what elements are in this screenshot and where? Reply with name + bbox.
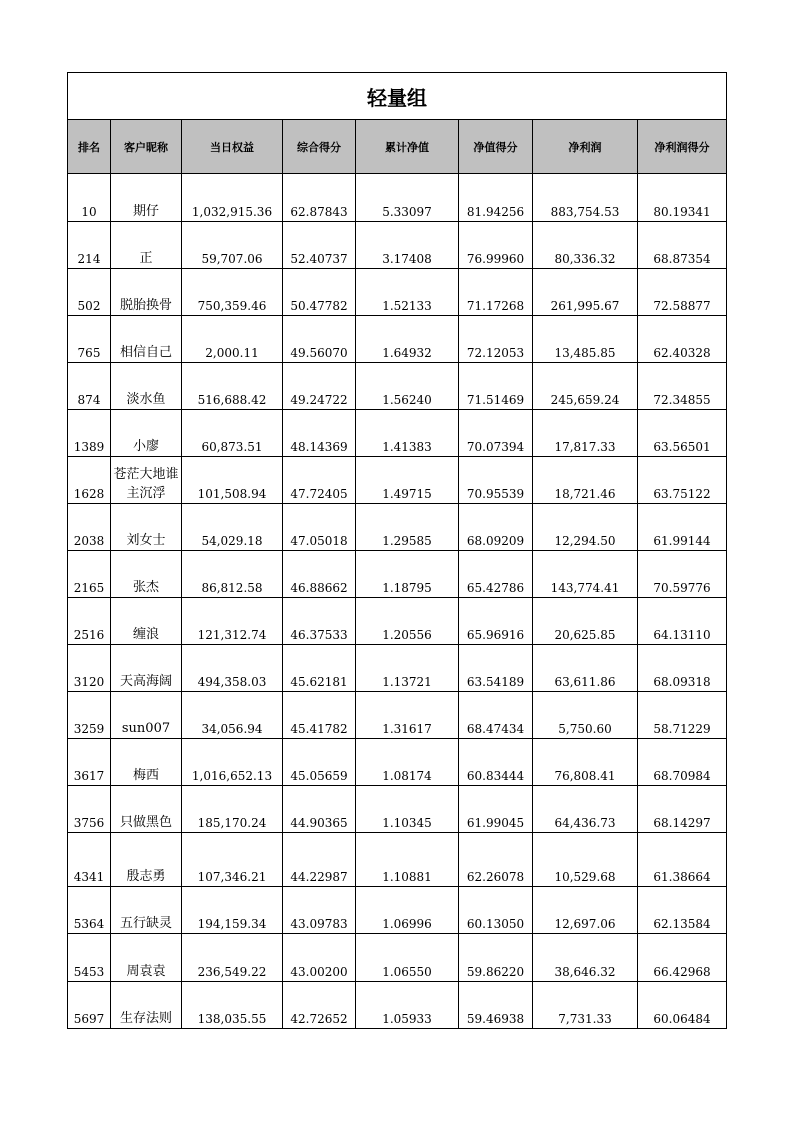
cell-nav-score: 71.17268 [459, 269, 533, 316]
cell-profit-score: 63.56501 [638, 410, 727, 457]
cell-nav-score: 63.54189 [459, 645, 533, 692]
cell-profit-score: 70.59776 [638, 551, 727, 598]
cell-profit-score: 68.87354 [638, 222, 727, 269]
cell-nickname: 梅西 [111, 739, 182, 786]
cell-net-profit: 63,611.86 [533, 645, 638, 692]
table-row [68, 504, 727, 551]
cell-equity: 86,812.58 [182, 551, 283, 598]
ranking-table [67, 72, 727, 1029]
cell-profit-score: 72.58877 [638, 269, 727, 316]
cell-profit-score: 61.38664 [638, 833, 727, 887]
cell-nav-score: 72.12053 [459, 316, 533, 363]
cell-nav-score: 60.13050 [459, 887, 533, 934]
cell-nickname: 天高海阔 [111, 645, 182, 692]
header-profit-score: 净利润得分 [638, 120, 727, 174]
header-cumulative-nav: 累计净值 [356, 120, 459, 174]
cell-total-score: 45.05659 [283, 739, 356, 786]
cell-total-score: 42.72652 [283, 982, 356, 1029]
cell-cumulative-nav: 1.31617 [356, 692, 459, 739]
cell-nav-score: 68.09209 [459, 504, 533, 551]
cell-equity: 516,688.42 [182, 363, 283, 410]
header-equity: 当日权益 [182, 120, 283, 174]
cell-net-profit: 883,754.53 [533, 174, 638, 222]
header-rank: 排名 [68, 120, 111, 174]
cell-net-profit: 17,817.33 [533, 410, 638, 457]
cell-total-score: 43.09783 [283, 887, 356, 934]
cell-equity: 34,056.94 [182, 692, 283, 739]
table-row [68, 692, 727, 739]
cell-total-score: 48.14369 [283, 410, 356, 457]
cell-profit-score: 60.06484 [638, 982, 727, 1029]
cell-total-score: 62.87843 [283, 174, 356, 222]
cell-profit-score: 68.09318 [638, 645, 727, 692]
table-row [68, 410, 727, 457]
cell-rank: 1628 [68, 457, 111, 504]
cell-net-profit: 12,697.06 [533, 887, 638, 934]
header-total-score: 综合得分 [283, 120, 356, 174]
cell-nickname: 苍茫大地谁主沉浮 [111, 457, 182, 504]
cell-total-score: 46.37533 [283, 598, 356, 645]
cell-equity: 59,707.06 [182, 222, 283, 269]
cell-net-profit: 5,750.60 [533, 692, 638, 739]
cell-rank: 2038 [68, 504, 111, 551]
cell-cumulative-nav: 1.18795 [356, 551, 459, 598]
table-row [68, 174, 727, 222]
cell-net-profit: 143,774.41 [533, 551, 638, 598]
cell-nickname: 只做黑色 [111, 786, 182, 833]
cell-cumulative-nav: 1.52133 [356, 269, 459, 316]
cell-rank: 1389 [68, 410, 111, 457]
cell-cumulative-nav: 1.29585 [356, 504, 459, 551]
table-title: 轻量组 [68, 73, 727, 120]
cell-total-score: 52.40737 [283, 222, 356, 269]
table-body [68, 174, 727, 1029]
cell-equity: 236,549.22 [182, 934, 283, 982]
cell-nav-score: 70.07394 [459, 410, 533, 457]
cell-total-score: 49.56070 [283, 316, 356, 363]
cell-net-profit: 38,646.32 [533, 934, 638, 982]
cell-rank: 10 [68, 174, 111, 222]
cell-nickname: 脱胎换骨 [111, 269, 182, 316]
cell-cumulative-nav: 1.64932 [356, 316, 459, 363]
cell-equity: 2,000.11 [182, 316, 283, 363]
cell-net-profit: 261,995.67 [533, 269, 638, 316]
header-nav-score: 净值得分 [459, 120, 533, 174]
cell-nickname: 淡水鱼 [111, 363, 182, 410]
cell-rank: 5697 [68, 982, 111, 1029]
cell-profit-score: 64.13110 [638, 598, 727, 645]
cell-rank: 214 [68, 222, 111, 269]
table-row [68, 222, 727, 269]
cell-nav-score: 71.51469 [459, 363, 533, 410]
cell-cumulative-nav: 1.06550 [356, 934, 459, 982]
cell-total-score: 44.90365 [283, 786, 356, 833]
cell-net-profit: 13,485.85 [533, 316, 638, 363]
cell-nickname: 周袁袁 [111, 934, 182, 982]
table-row [68, 457, 727, 504]
cell-profit-score: 63.75122 [638, 457, 727, 504]
cell-rank: 765 [68, 316, 111, 363]
table-row [68, 316, 727, 363]
cell-total-score: 44.22987 [283, 833, 356, 887]
cell-nav-score: 65.96916 [459, 598, 533, 645]
cell-equity: 1,032,915.36 [182, 174, 283, 222]
cell-profit-score: 58.71229 [638, 692, 727, 739]
cell-cumulative-nav: 3.17408 [356, 222, 459, 269]
cell-nickname: 缠浪 [111, 598, 182, 645]
cell-nickname: 小廖 [111, 410, 182, 457]
cell-rank: 5364 [68, 887, 111, 934]
cell-profit-score: 62.13584 [638, 887, 727, 934]
cell-net-profit: 80,336.32 [533, 222, 638, 269]
cell-equity: 138,035.55 [182, 982, 283, 1029]
cell-cumulative-nav: 1.20556 [356, 598, 459, 645]
cell-total-score: 45.62181 [283, 645, 356, 692]
header-net-profit: 净利润 [533, 120, 638, 174]
cell-nav-score: 61.99045 [459, 786, 533, 833]
cell-profit-score: 62.40328 [638, 316, 727, 363]
cell-equity: 101,508.94 [182, 457, 283, 504]
cell-nickname: 刘女士 [111, 504, 182, 551]
cell-total-score: 47.72405 [283, 457, 356, 504]
cell-equity: 54,029.18 [182, 504, 283, 551]
cell-nav-score: 70.95539 [459, 457, 533, 504]
table-row [68, 887, 727, 934]
cell-equity: 494,358.03 [182, 645, 283, 692]
table-row [68, 645, 727, 692]
cell-cumulative-nav: 1.08174 [356, 739, 459, 786]
cell-net-profit: 20,625.85 [533, 598, 638, 645]
cell-nav-score: 65.42786 [459, 551, 533, 598]
cell-net-profit: 12,294.50 [533, 504, 638, 551]
cell-profit-score: 68.14297 [638, 786, 727, 833]
cell-profit-score: 61.99144 [638, 504, 727, 551]
cell-net-profit: 245,659.24 [533, 363, 638, 410]
cell-total-score: 50.47782 [283, 269, 356, 316]
cell-cumulative-nav: 1.05933 [356, 982, 459, 1029]
cell-nickname: sun007 [111, 692, 182, 739]
cell-equity: 107,346.21 [182, 833, 283, 887]
cell-equity: 1,016,652.13 [182, 739, 283, 786]
table-row [68, 269, 727, 316]
cell-rank: 4341 [68, 833, 111, 887]
cell-rank: 2516 [68, 598, 111, 645]
cell-equity: 60,873.51 [182, 410, 283, 457]
table-row [68, 551, 727, 598]
cell-cumulative-nav: 1.56240 [356, 363, 459, 410]
cell-net-profit: 10,529.68 [533, 833, 638, 887]
table-row [68, 786, 727, 833]
cell-rank: 2165 [68, 551, 111, 598]
cell-nav-score: 76.99960 [459, 222, 533, 269]
table-row [68, 934, 727, 982]
cell-net-profit: 76,808.41 [533, 739, 638, 786]
cell-profit-score: 80.19341 [638, 174, 727, 222]
cell-rank: 874 [68, 363, 111, 410]
cell-nickname: 五行缺灵 [111, 887, 182, 934]
cell-nav-score: 62.26078 [459, 833, 533, 887]
cell-cumulative-nav: 1.41383 [356, 410, 459, 457]
cell-nickname: 殷志勇 [111, 833, 182, 887]
table-row [68, 833, 727, 887]
cell-rank: 3120 [68, 645, 111, 692]
cell-cumulative-nav: 1.49715 [356, 457, 459, 504]
table-row [68, 982, 727, 1029]
cell-net-profit: 64,436.73 [533, 786, 638, 833]
cell-total-score: 43.00200 [283, 934, 356, 982]
cell-rank: 3259 [68, 692, 111, 739]
cell-nav-score: 59.46938 [459, 982, 533, 1029]
cell-rank: 5453 [68, 934, 111, 982]
cell-total-score: 45.41782 [283, 692, 356, 739]
cell-net-profit: 18,721.46 [533, 457, 638, 504]
cell-nickname: 期仔 [111, 174, 182, 222]
cell-equity: 121,312.74 [182, 598, 283, 645]
cell-cumulative-nav: 1.10345 [356, 786, 459, 833]
cell-cumulative-nav: 5.33097 [356, 174, 459, 222]
cell-rank: 502 [68, 269, 111, 316]
cell-nav-score: 60.83444 [459, 739, 533, 786]
cell-rank: 3617 [68, 739, 111, 786]
cell-equity: 185,170.24 [182, 786, 283, 833]
cell-profit-score: 72.34855 [638, 363, 727, 410]
cell-total-score: 47.05018 [283, 504, 356, 551]
cell-nav-score: 81.94256 [459, 174, 533, 222]
cell-profit-score: 68.70984 [638, 739, 727, 786]
cell-nickname: 生存法则 [111, 982, 182, 1029]
header-nickname: 客户昵称 [111, 120, 182, 174]
cell-equity: 750,359.46 [182, 269, 283, 316]
cell-nickname: 张杰 [111, 551, 182, 598]
table-row [68, 598, 727, 645]
table-row [68, 739, 727, 786]
cell-nickname: 正 [111, 222, 182, 269]
cell-total-score: 49.24722 [283, 363, 356, 410]
cell-profit-score: 66.42968 [638, 934, 727, 982]
cell-cumulative-nav: 1.10881 [356, 833, 459, 887]
cell-total-score: 46.88662 [283, 551, 356, 598]
cell-net-profit: 7,731.33 [533, 982, 638, 1029]
cell-nickname: 相信自己 [111, 316, 182, 363]
table-row [68, 363, 727, 410]
cell-cumulative-nav: 1.13721 [356, 645, 459, 692]
cell-nav-score: 68.47434 [459, 692, 533, 739]
cell-equity: 194,159.34 [182, 887, 283, 934]
cell-nav-score: 59.86220 [459, 934, 533, 982]
cell-cumulative-nav: 1.06996 [356, 887, 459, 934]
cell-rank: 3756 [68, 786, 111, 833]
